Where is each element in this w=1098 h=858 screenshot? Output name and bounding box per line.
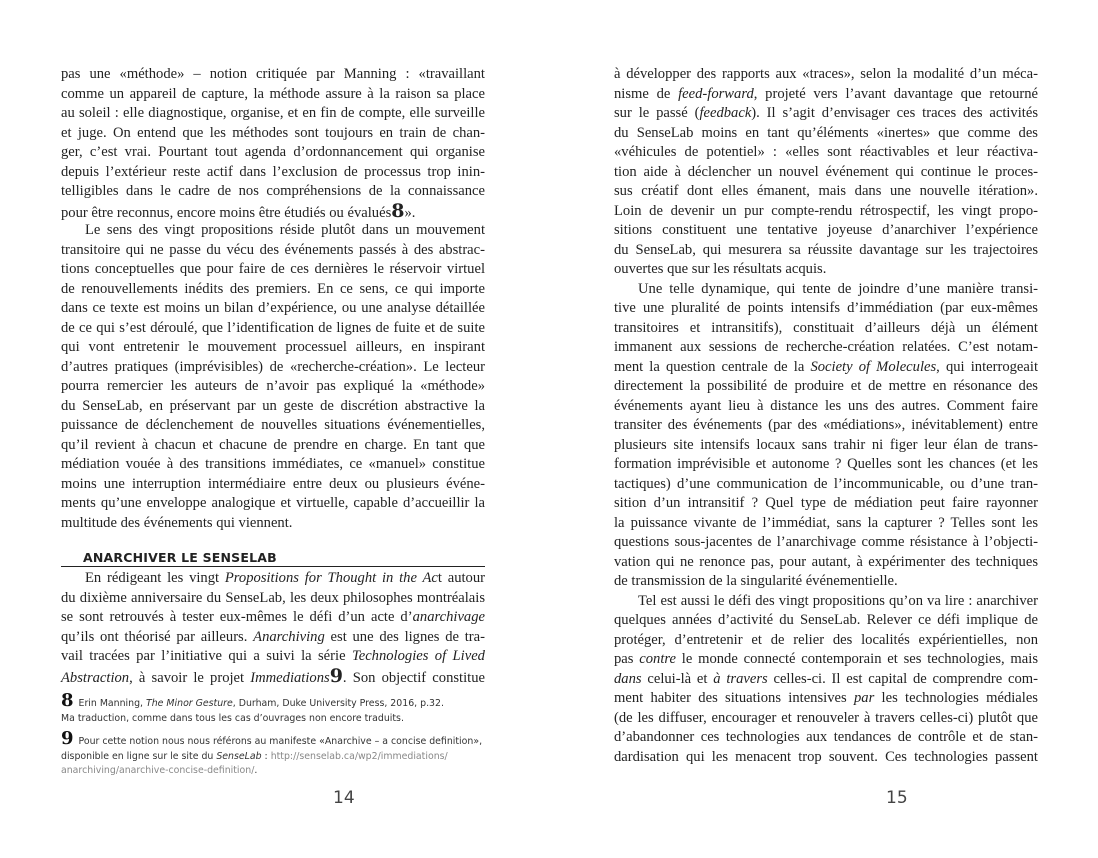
- text: Tel est aussi le défi des vingt propositions qu’on va lire : anarchiver: [638, 592, 1038, 609]
- text: Une telle dynamique, qui tente de joindre d’une manière transi-: [638, 280, 1038, 297]
- text-line: [61, 85, 485, 105]
- text-line: [614, 221, 1038, 241]
- text: médiation vouée à des transitions immédiates, ce «manuel» constitue: [61, 456, 485, 472]
- paragraph: [61, 65, 485, 221]
- text-line: [614, 163, 1038, 183]
- text: d’abandonner ces technologies aux tendances de contrôle et de stan-: [614, 729, 1038, 745]
- text: pas une «méthode» – notion critiquée par Manning : «travaillant: [61, 66, 485, 82]
- text: du SenseLab moins en tant qu’éléments «inertes» que comme des: [614, 124, 1038, 141]
- text: de renouvellements inédits des premiers. En ce sens, ce qui importe: [61, 280, 485, 297]
- text: ment la question centrale de la: [614, 358, 811, 375]
- text-line: [61, 199, 485, 222]
- text-line: [614, 338, 1038, 358]
- text: celui-là et: [641, 670, 714, 687]
- paragraph: [614, 65, 1038, 280]
- text: «véhicules de potentiel» : «elles sont réactivables et leur réactiva-: [614, 144, 1038, 160]
- text: Loin de devenir un pur compte-rendu rétrospectif, les vingt propo-: [614, 202, 1038, 219]
- footnote-text: , Durham, Duke University Press, 2016, p.32.: [232, 698, 444, 709]
- footnote-italic: The Minor Gesture: [146, 698, 233, 709]
- paragraph: [61, 221, 485, 533]
- text-line: [61, 182, 485, 202]
- text: à développer des rapports aux «traces», selon la modalité d’un méca-: [614, 66, 1038, 82]
- text-line: [61, 436, 485, 456]
- text-line: [61, 280, 485, 300]
- text: du dixième anniversaire du SenseLab, les deux philosophes montréalais: [61, 589, 485, 606]
- text: dardisation qui les menacent trop souvent. Ces technologies passent: [614, 748, 1038, 765]
- text-line: [614, 143, 1038, 163]
- footnote-text: disponible en ligne sur le site du: [61, 750, 217, 762]
- text: ). Il s’agit d’envisager ces traces des activités: [751, 105, 1038, 121]
- text-line: [614, 241, 1038, 261]
- text: moins une interruption intermédiaire entre deux ou plusieurs événe-: [61, 475, 485, 492]
- paragraph: [614, 592, 1038, 768]
- text-line: [61, 397, 485, 417]
- text-line: [61, 319, 485, 339]
- text-line: [614, 689, 1038, 709]
- text-line: [614, 514, 1038, 534]
- italic-text: Anarchiving: [253, 628, 325, 645]
- text-line: [614, 533, 1038, 553]
- text-line: [614, 728, 1038, 748]
- text-line: [614, 319, 1038, 339]
- footnote-text: Ma traduction, comme dans tous les cas d’ouvrages non encore traduits.: [61, 712, 404, 724]
- italic-text: Propositions for Thought in the Ac: [224, 570, 438, 586]
- text-line: [614, 709, 1038, 729]
- text: tactiques) d’une communication de l’incommunicable, ou d’une tran-: [614, 475, 1038, 492]
- text: qui vont entretenir le mouvement processuel ailleurs, en inspirant: [61, 339, 485, 355]
- section-heading: ANARCHIVER LE SENSELAB: [61, 549, 485, 567]
- text: tions conceptuelles que pour faire de ces dernières le réservoir virtuel: [61, 261, 485, 277]
- text: du SenseLab, en préservant par un geste de discrétion abstractive la: [61, 397, 485, 414]
- text-line: [614, 124, 1038, 144]
- italic-text: feedback: [699, 105, 752, 121]
- text: questions sous-jacentes de l’anarchivage comme résistance à l’objecti-: [614, 534, 1038, 550]
- text-line: [614, 436, 1038, 456]
- italic-text: anarchivage: [412, 609, 485, 625]
- text: celles-ci. Il est capital de comprendre com-: [767, 670, 1038, 687]
- footnote-number: 8: [61, 690, 74, 711]
- italic-text: Technologies of Lived: [351, 648, 485, 664]
- text: vation qui ne renonce pas, pour autant, à expérimenter des techniques: [614, 553, 1038, 570]
- text: événements ayant lieu à distance les uns des autres. Comment faire: [614, 397, 1038, 414]
- text: , qui interrogeait: [936, 358, 1038, 375]
- text: formation imprévisible et autonome ? Quelles sont les chances (et les: [614, 456, 1038, 472]
- text: dans ce texte est moins un bilan d’expérience, ou une analyse détaillée: [61, 300, 485, 316]
- paragraph: [61, 569, 485, 686]
- text-line: [614, 553, 1038, 573]
- text-line: [61, 163, 485, 183]
- footnote-text: Erin Manning,: [78, 698, 147, 709]
- text-line: [61, 494, 485, 514]
- text: ment habiter des situations intensives: [614, 690, 854, 706]
- text: sus créatif dont elles émanent, mais dans une nouvelle itération».: [614, 183, 1038, 199]
- footnote-text: .: [254, 765, 258, 776]
- text-line: [61, 514, 485, 534]
- text-line: [61, 338, 485, 358]
- text: plusieurs site intensifs locaux sans trahir ni figer leur élan de trans-: [614, 436, 1038, 453]
- text-line: [614, 475, 1038, 495]
- right-page-body: [614, 65, 1038, 767]
- footnote-italic: SenseLab: [216, 750, 262, 762]
- paragraph: [614, 280, 1038, 592]
- text: vail tracées par l’initiative qui a suivi la série: [61, 648, 352, 664]
- text: au soleil : elle diagnostique, organise, et en fin de compte, elle surveille: [61, 105, 485, 121]
- text: se sont retrouvés à tester eux-mêmes le défi d’un acte d’: [61, 609, 413, 625]
- text: qu’il revient à chacun et chacune de prendre en charge. En tant que: [61, 436, 485, 453]
- text: pour être reconnus, encore moins être étudiés ou évalués: [61, 204, 392, 221]
- italic-text: à travers: [713, 670, 768, 687]
- text: qu’ils ont théorisé par ailleurs.: [61, 628, 254, 645]
- text: , à savoir le projet: [129, 669, 251, 686]
- footnote-url[interactable]: http://senselab.ca/wp2/immediations/: [270, 750, 448, 762]
- text: protéger, d’entretenir et de relier des localités expérientielles, non: [614, 631, 1038, 648]
- text-line: [614, 202, 1038, 222]
- text: comme un appareil de capture, la méthode assure à la raison sa place: [61, 85, 485, 102]
- text: directement la possibilité de produire et de mettre en résonance des: [614, 378, 1038, 394]
- text: Le sens des vingt propositions réside plutôt dans un mouvement: [85, 222, 485, 238]
- footnote-text: Pour cette notion nous nous référons au manifeste «Anarchive – a concise definition»,: [78, 736, 483, 747]
- text-line: [614, 299, 1038, 319]
- text-line: [61, 628, 485, 648]
- text-line: [614, 260, 1038, 280]
- text: puissance de déclenchement de nouvelles situations événementielles,: [61, 417, 485, 433]
- text-line: [61, 416, 485, 436]
- text: tive une pluralité de points intensifs d’immédiation (par eux-mêmes: [614, 300, 1038, 316]
- text: , projeté vers l’avant davantage que retourné: [753, 85, 1039, 102]
- text: est une des lignes de tra-: [324, 628, 485, 645]
- text-line: [614, 494, 1038, 514]
- text-line: [614, 670, 1038, 690]
- text-line: [614, 358, 1038, 378]
- text: nisme de: [614, 85, 679, 102]
- text: de ce qui s’est déroulé, que l’identification de lignes de fuite et de suite: [61, 319, 485, 336]
- text-line: [61, 221, 485, 241]
- text: et juge. On entend que les méthodes sont toujours en train de chan-: [61, 124, 485, 141]
- text: de transmission de la singularité événementielle.: [614, 573, 898, 589]
- text: transitoires et intransitifs), constituait d’ailleurs déjà un élément: [614, 319, 1038, 336]
- page-number-left: 14: [333, 788, 355, 808]
- text-line: [614, 455, 1038, 475]
- text: ments qu’une enveloppe analogique et virtuelle, capable d’accueillir la: [61, 495, 485, 511]
- text-line: [614, 650, 1038, 670]
- footnote-ref: 9: [329, 664, 343, 687]
- text: ».: [404, 204, 416, 221]
- text: immanent aux sessions de recherche-création relatées. C’est notam-: [614, 339, 1038, 355]
- text-line: [614, 631, 1038, 651]
- text: tion aide à déclencher un nouvel événement qui continue le proces-: [614, 163, 1038, 180]
- footnote-url[interactable]: anarchiving/anarchive-concise-definition/: [61, 765, 255, 776]
- italic-text: Society of Molecules: [810, 358, 937, 375]
- footnote-ref: 8: [391, 199, 405, 222]
- text-line: [61, 241, 485, 261]
- left-page-body: [61, 65, 485, 686]
- text: du SenseLab, qui mesurera sa réussite davantage sur les trajectoires: [614, 241, 1038, 258]
- text-line: [61, 260, 485, 280]
- text: quelques années d’activité du SenseLab. Relever ce défi implique de: [614, 612, 1038, 628]
- text: d’autres pratiques (imprévisibles) de «recherche-création». Le lecteur: [61, 358, 485, 375]
- footnote: [61, 690, 491, 726]
- text: pourra remercier les auteurs de n’avoir pas expliqué la «méthode»: [61, 378, 485, 394]
- text-line: [61, 589, 485, 609]
- text: transiter des événements (par des «médiations», inévitablement) entre: [614, 417, 1038, 433]
- text: sitions constituent une tentative joyeuse d’anarchiver l’expérience: [614, 222, 1038, 238]
- text: transitoire qui ne passe du vécu des événements passés à des abstrac-: [61, 241, 485, 258]
- text: sur le passé (: [614, 105, 700, 121]
- text-line: [61, 104, 485, 124]
- text-line: [614, 592, 1038, 612]
- italic-text: Abstraction: [61, 669, 130, 686]
- text: les technologies médiales: [874, 690, 1038, 706]
- text-line: [61, 377, 485, 397]
- text-line: [614, 748, 1038, 768]
- text-line: [61, 143, 485, 163]
- text-line: [61, 455, 485, 475]
- text-line: [61, 299, 485, 319]
- text: ouvertes que sur les résultats acquis.: [614, 261, 827, 277]
- text-line: [614, 416, 1038, 436]
- text: la puissance vivante de l’immédiat, sans la capturer ? Telles sont les: [614, 514, 1038, 531]
- text-line: [61, 65, 485, 85]
- text-line: [61, 608, 485, 628]
- text: . Son objectif constitue: [342, 669, 485, 686]
- footnotes: [61, 690, 491, 785]
- italic-text: Immediations: [250, 669, 330, 686]
- italic-text: par: [853, 690, 875, 706]
- text-line: [61, 358, 485, 378]
- text: pas: [614, 651, 640, 667]
- text: le monde connecté contemporain et ses technologies, mais: [676, 651, 1038, 667]
- text-line: [614, 85, 1038, 105]
- text: En rédigeant les vingt: [85, 570, 225, 586]
- text-line: [614, 377, 1038, 397]
- text-line: [614, 182, 1038, 202]
- text: t autour: [437, 570, 485, 586]
- text-line: [61, 124, 485, 144]
- text-line: [61, 647, 485, 667]
- page-number-right: 15: [886, 788, 908, 808]
- footnote-text: :: [261, 750, 271, 762]
- text-line: [61, 475, 485, 495]
- text-line: [614, 397, 1038, 417]
- text-line: [61, 664, 485, 687]
- text-line: [614, 572, 1038, 592]
- italic-text: contre: [639, 651, 676, 667]
- text: depuis l’extérieur reste actif dans l’exclusion de processus trop inin-: [61, 163, 485, 180]
- text-line: [614, 280, 1038, 300]
- text: telligibles dans le cadre de nos compréhensions de la connaissance: [61, 183, 485, 199]
- text-line: [614, 104, 1038, 124]
- footnote: [61, 728, 491, 779]
- text: sition d’un intransitif ? Quel type de médiation peut faire rayonner: [614, 495, 1038, 511]
- footnote-number: 9: [61, 728, 74, 749]
- text-line: [614, 65, 1038, 85]
- text: multitude des événements qui viennent.: [61, 514, 293, 531]
- italic-text: dans: [614, 670, 642, 687]
- text-line: [614, 611, 1038, 631]
- text-line: [61, 569, 485, 589]
- text: (de les diffuser, encourager et renouveler à travers celles-ci) plutôt que: [614, 709, 1038, 726]
- italic-text: feed-forward: [678, 85, 754, 102]
- text: ger, c’est vrai. Pourtant tout agenda d’ordonnancement qui organise: [61, 144, 485, 160]
